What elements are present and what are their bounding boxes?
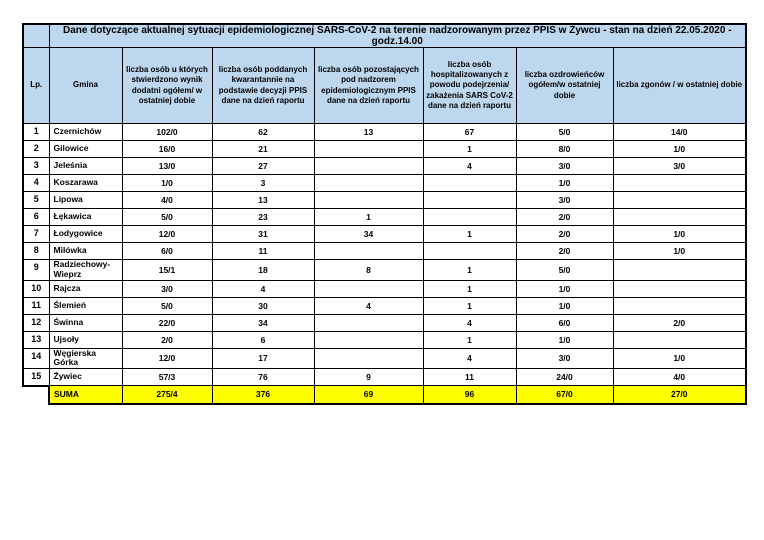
cell-gmina: Gilowice [49, 141, 122, 158]
cell-nadzor: 9 [314, 369, 423, 386]
cell-kwarantanna: 4 [212, 280, 314, 297]
suma-cell-zgony: 27/0 [613, 386, 746, 404]
cell-hospitalizowani: 67 [423, 124, 516, 141]
table-row [23, 369, 746, 386]
cell-nadzor [314, 348, 423, 369]
col-header-gmina: Gmina [49, 48, 122, 124]
cell-lp: 2 [23, 141, 49, 158]
cell-ozdrowiency: 2/0 [516, 209, 613, 226]
col-header-zgony: liczba zgonów / w ostatniej dobie [613, 48, 746, 124]
cell-zgony: 2/0 [613, 314, 746, 331]
cell-gmina: Koszarawa [49, 175, 122, 192]
cell-kwarantanna: 18 [212, 260, 314, 281]
suma-cell-ozdrowiency: 67/0 [516, 386, 613, 404]
cell-kwarantanna: 31 [212, 226, 314, 243]
cell-lp: 4 [23, 175, 49, 192]
cell-ozdrowiency: 5/0 [516, 124, 613, 141]
cell-lp: 6 [23, 209, 49, 226]
cell-ozdrowiency: 2/0 [516, 243, 613, 260]
suma-cell-hospitalizowani: 96 [423, 386, 516, 404]
cell-nadzor: 13 [314, 124, 423, 141]
col-header-lp: Lp. [23, 48, 49, 124]
cell-kwarantanna: 62 [212, 124, 314, 141]
cell-dodatni: 4/0 [122, 192, 212, 209]
cell-kwarantanna: 6 [212, 331, 314, 348]
table-header-row [23, 48, 746, 124]
cell-hospitalizowani [423, 209, 516, 226]
cell-nadzor: 8 [314, 260, 423, 281]
cell-gmina: Jeleśnia [49, 158, 122, 175]
cell-hospitalizowani: 1 [423, 331, 516, 348]
cell-hospitalizowani [423, 175, 516, 192]
table-row [23, 226, 746, 243]
cell-nadzor [314, 141, 423, 158]
cell-lp: 3 [23, 158, 49, 175]
cell-zgony: 4/0 [613, 369, 746, 386]
cell-dodatni: 12/0 [122, 226, 212, 243]
cell-lp: 9 [23, 260, 49, 281]
cell-ozdrowiency: 3/0 [516, 348, 613, 369]
cell-zgony: 14/0 [613, 124, 746, 141]
cell-ozdrowiency: 3/0 [516, 192, 613, 209]
cell-zgony [613, 260, 746, 281]
cell-gmina: Radziechowy-Wieprz [49, 260, 122, 281]
cell-lp: 5 [23, 192, 49, 209]
cell-kwarantanna: 17 [212, 348, 314, 369]
cell-gmina: Ujsoły [49, 331, 122, 348]
cell-gmina: Łękawica [49, 209, 122, 226]
cell-dodatni: 102/0 [122, 124, 212, 141]
col-header-ozdrowiency: liczba ozdrowieńców ogółem/w ostatniej dobie [516, 48, 613, 124]
cell-hospitalizowani: 1 [423, 226, 516, 243]
cell-hospitalizowani: 4 [423, 314, 516, 331]
cell-ozdrowiency: 24/0 [516, 369, 613, 386]
table-row [23, 158, 746, 175]
cell-dodatni: 22/0 [122, 314, 212, 331]
title-row [23, 24, 746, 48]
cell-dodatni: 57/3 [122, 369, 212, 386]
table-row [23, 209, 746, 226]
suma-cell-dodatni: 275/4 [122, 386, 212, 404]
cell-zgony [613, 209, 746, 226]
cell-lp: 12 [23, 314, 49, 331]
table-row [23, 243, 746, 260]
table-head [23, 24, 746, 124]
cell-nadzor: 4 [314, 297, 423, 314]
suma-cell-nadzor: 69 [314, 386, 423, 404]
cell-hospitalizowani [423, 243, 516, 260]
table-row [23, 331, 746, 348]
cell-zgony: 3/0 [613, 158, 746, 175]
table-row [23, 175, 746, 192]
cell-nadzor [314, 314, 423, 331]
table-row [23, 297, 746, 314]
cell-dodatni: 15/1 [122, 260, 212, 281]
suma-cell-kwarantanna: 376 [212, 386, 314, 404]
cell-gmina: Żywiec [49, 369, 122, 386]
cell-lp: 1 [23, 124, 49, 141]
cell-ozdrowiency: 5/0 [516, 260, 613, 281]
cell-nadzor [314, 280, 423, 297]
cell-kwarantanna: 30 [212, 297, 314, 314]
cell-hospitalizowani: 1 [423, 260, 516, 281]
cell-hospitalizowani: 4 [423, 158, 516, 175]
cell-kwarantanna: 21 [212, 141, 314, 158]
cell-zgony [613, 331, 746, 348]
cell-dodatni: 5/0 [122, 297, 212, 314]
table-row [23, 260, 746, 281]
cell-dodatni: 6/0 [122, 243, 212, 260]
cell-kwarantanna: 13 [212, 192, 314, 209]
cell-nadzor [314, 243, 423, 260]
cell-dodatni: 13/0 [122, 158, 212, 175]
table-row [23, 124, 746, 141]
cell-zgony [613, 175, 746, 192]
cell-ozdrowiency: 1/0 [516, 175, 613, 192]
cell-lp: 13 [23, 331, 49, 348]
cell-ozdrowiency: 2/0 [516, 226, 613, 243]
report-title: Dane dotyczące aktualnej sytuacji epidemiologicznej SARS-CoV-2 na terenie nadzorowanym przez PPIS w Żywcu - stan na dzień 22.05.2020 - godz.14.00 [49, 24, 746, 48]
cell-dodatni: 12/0 [122, 348, 212, 369]
cell-zgony [613, 192, 746, 209]
cell-nadzor [314, 192, 423, 209]
cell-ozdrowiency: 3/0 [516, 158, 613, 175]
suma-row [23, 386, 746, 404]
cell-nadzor [314, 331, 423, 348]
cell-hospitalizowani [423, 192, 516, 209]
cell-kwarantanna: 76 [212, 369, 314, 386]
cell-kwarantanna: 23 [212, 209, 314, 226]
cell-ozdrowiency: 1/0 [516, 280, 613, 297]
cell-gmina: Łodygowice [49, 226, 122, 243]
col-header-hospitalizowani: liczba osób hospitalizowanych z powodu podejrzenia/ zakażenia SARS CoV-2 dane na dzień raportu [423, 48, 516, 124]
cell-gmina: Węgierska Górka [49, 348, 122, 369]
cell-lp: 10 [23, 280, 49, 297]
cell-ozdrowiency: 6/0 [516, 314, 613, 331]
cell-lp: 14 [23, 348, 49, 369]
cell-kwarantanna: 27 [212, 158, 314, 175]
cell-dodatni: 3/0 [122, 280, 212, 297]
cell-dodatni: 16/0 [122, 141, 212, 158]
cell-nadzor [314, 175, 423, 192]
cell-zgony: 1/0 [613, 243, 746, 260]
suma-empty-cell [23, 386, 49, 404]
cell-hospitalizowani: 1 [423, 141, 516, 158]
cell-zgony: 1/0 [613, 226, 746, 243]
cell-gmina: Świnna [49, 314, 122, 331]
cell-dodatni: 5/0 [122, 209, 212, 226]
col-header-kwarantanna: liczba osób poddanych kwarantannie na podstawie decyzji PPIS dane na dzień raportu [212, 48, 314, 124]
cell-gmina: Milówka [49, 243, 122, 260]
cell-hospitalizowani: 4 [423, 348, 516, 369]
cell-nadzor [314, 158, 423, 175]
cell-nadzor: 34 [314, 226, 423, 243]
cell-lp: 11 [23, 297, 49, 314]
cell-nadzor: 1 [314, 209, 423, 226]
cell-lp: 7 [23, 226, 49, 243]
cell-ozdrowiency: 1/0 [516, 297, 613, 314]
col-header-nadzor: liczba osób pozostających pod nadzorem epidemiologicznym PPIS dane na dzień raportu [314, 48, 423, 124]
cell-zgony [613, 280, 746, 297]
cell-hospitalizowani: 1 [423, 297, 516, 314]
cell-hospitalizowani: 1 [423, 280, 516, 297]
cell-ozdrowiency: 8/0 [516, 141, 613, 158]
cell-kwarantanna: 11 [212, 243, 314, 260]
cell-kwarantanna: 34 [212, 314, 314, 331]
cell-gmina: Czernichów [49, 124, 122, 141]
table-footer [23, 386, 746, 404]
cell-lp: 15 [23, 369, 49, 386]
table-row [23, 314, 746, 331]
cell-lp: 8 [23, 243, 49, 260]
cell-gmina: Lipowa [49, 192, 122, 209]
suma-label: SUMA [49, 386, 122, 404]
epidemiology-table [22, 23, 747, 405]
cell-gmina: Rajcza [49, 280, 122, 297]
table-body [23, 124, 746, 386]
cell-zgony: 1/0 [613, 141, 746, 158]
cell-zgony [613, 297, 746, 314]
cell-hospitalizowani: 11 [423, 369, 516, 386]
title-corner-cell [23, 24, 49, 48]
cell-kwarantanna: 3 [212, 175, 314, 192]
cell-ozdrowiency: 1/0 [516, 331, 613, 348]
col-header-dodatni: liczba osób u których stwierdzono wynik dodatni ogółem/ w ostatniej dobie [122, 48, 212, 124]
table-row [23, 141, 746, 158]
table-row [23, 192, 746, 209]
cell-dodatni: 1/0 [122, 175, 212, 192]
cell-gmina: Ślemień [49, 297, 122, 314]
cell-zgony: 1/0 [613, 348, 746, 369]
table-row [23, 280, 746, 297]
cell-dodatni: 2/0 [122, 331, 212, 348]
table-row [23, 348, 746, 369]
